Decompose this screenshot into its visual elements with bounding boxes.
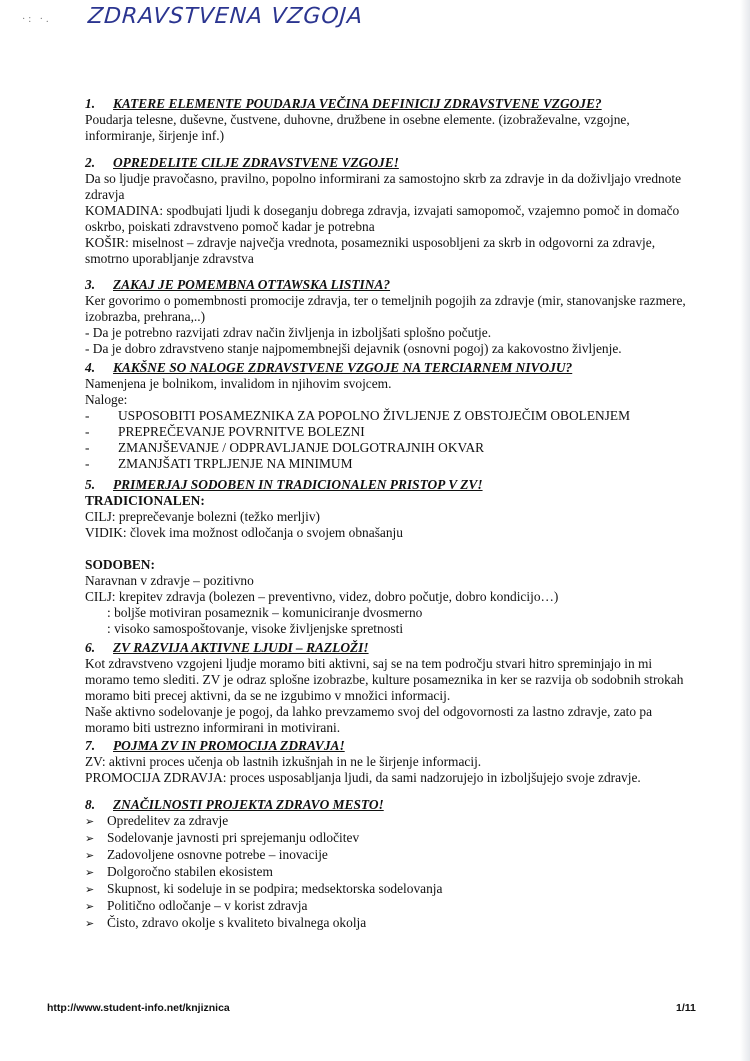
line-text: - Da je dobro zdravstveno stanje najpomembnejši dejavnik (osnovni pogoj) za kakovostno življenje. — [85, 341, 622, 356]
list-item — [85, 440, 685, 456]
paragraph-line — [85, 171, 685, 187]
line-text: Namenjena je bolnikom, invalidom in njihovim svojcem. — [85, 376, 392, 391]
section-title: ZV RAZVIJA AKTIVNE LJUDI – RAZLOŽI! — [113, 640, 369, 655]
line-text: zdravja — [85, 187, 125, 202]
page-number: 1/11 — [676, 1002, 696, 1014]
section-4 — [85, 360, 685, 472]
line-text: Da so ljudje pravočasno, pravilno, popolno informirani za samostojno skrb za zdravje in da doživljajo vrednote — [85, 171, 682, 186]
paragraph-line — [85, 573, 685, 589]
section-heading — [85, 477, 685, 493]
section-number: 4. — [85, 360, 96, 375]
paragraph-line — [85, 754, 685, 770]
paragraph-line — [85, 704, 685, 720]
paragraph-line — [85, 325, 685, 341]
section-title: PRIMERJAJ SODOBEN IN TRADICIONALEN PRISTOP V ZV! — [113, 477, 483, 492]
list-item — [85, 881, 685, 898]
paragraph-line — [85, 203, 685, 219]
paragraph-line — [85, 525, 685, 541]
paragraph-line — [85, 621, 685, 637]
line-text: KOŠIR: miselnost – zdravje največja vrednota, posamezniki usposobljeni za skrb in odgovorni za zdravje, — [85, 235, 656, 250]
list-item-text: Opredelitev za zdravje — [107, 813, 229, 828]
line-text: : boljše motiviran posameznik – komuniciranje dvosmerno — [107, 605, 423, 620]
section-heading — [85, 96, 685, 112]
section-number: 5. — [85, 477, 96, 492]
line-text: : visoko samospoštovanje, visoke življenjske spretnosti — [107, 621, 404, 636]
list-item — [85, 898, 685, 915]
paragraph-line — [85, 309, 685, 325]
arrow-bullet-icon: ➢ — [85, 816, 95, 828]
section-heading — [85, 277, 685, 293]
list-item-text: ZMANJŠATI TRPLJENJE NA MINIMUM — [118, 456, 353, 471]
section-title: ZAKAJ JE POMEMBNA OTTAWSKA LISTINA? — [113, 277, 391, 292]
section-number: 8. — [85, 797, 96, 812]
list-item — [85, 456, 685, 472]
paragraph-line — [85, 341, 685, 357]
paragraph-line — [85, 392, 685, 408]
line-text: oskrbo, poiskati zdravstveno pomoč kadar je potrebna — [85, 219, 375, 234]
subheading — [85, 557, 685, 573]
line-text: TRADICIONALEN: — [85, 493, 205, 508]
line-text: Poudarja telesne, duševne, čustvene, duhovne, družbene in osebne elemente. (izobraževalne, vzgojne, — [85, 112, 630, 127]
list-item-text: Dolgoročno stabilen ekosistem — [107, 864, 273, 879]
list-item-text: PREPREČEVANJE POVRNITVE BOLEZNI — [118, 424, 365, 439]
section-8 — [85, 797, 685, 932]
section-title: KAKŠNE SO NALOGE ZDRAVSTVENE VZGOJE NA TERCIARNEM NIVOJU? — [113, 360, 573, 375]
paragraph-line — [85, 688, 685, 704]
section-title: OPREDELITE CILJE ZDRAVSTVENE VZGOJE! — [113, 155, 399, 170]
line-text: moramo biti ustrezno informirani in motivirani. — [85, 720, 341, 735]
section-1 — [85, 96, 685, 144]
section-number: 7. — [85, 738, 96, 753]
paragraph-line — [85, 235, 685, 251]
section-heading — [85, 738, 685, 754]
paragraph-line — [85, 251, 685, 267]
list-item — [85, 408, 685, 424]
paragraph-line — [85, 376, 685, 392]
list-item-text: Sodelovanje javnosti pri sprejemanju odločitev — [107, 830, 360, 845]
line-text: - Da je potrebno razvijati zdrav način življenja in izboljšati splošno počutje. — [85, 325, 492, 340]
paragraph-line — [85, 128, 685, 144]
line-text: SODOBEN: — [85, 557, 155, 572]
paragraph-line — [85, 219, 685, 235]
section-heading — [85, 797, 685, 813]
paragraph-line — [85, 293, 685, 309]
section-6 — [85, 640, 685, 736]
arrow-bullet-icon: ➢ — [85, 867, 95, 879]
line-text: moramo biti precej aktivni, da se ne izgubimo v množici informacij. — [85, 688, 451, 703]
line-text: Naravnan v zdravje – pozitivno — [85, 573, 254, 588]
section-title: ZNAČILNOSTI PROJEKTA ZDRAVO MESTO! — [113, 797, 384, 812]
paragraph-line — [85, 770, 685, 786]
line-text: Ker govorimo o pomembnosti promocije zdravja, ter o temeljnih pogojih za zdravje (mir, stanovanjske razmere, — [85, 293, 686, 308]
dash-marker: - — [85, 424, 90, 439]
list-item — [85, 864, 685, 881]
line-text: informiranje, širjenje inf.) — [85, 128, 225, 143]
paragraph-line — [85, 509, 685, 525]
section-heading — [85, 640, 685, 656]
scan-edge-shadow — [740, 0, 750, 1061]
list-item — [85, 915, 685, 932]
list-item — [85, 830, 685, 847]
paragraph-line — [85, 605, 685, 621]
dash-marker: - — [85, 456, 90, 471]
line-text: CILJ: preprečevanje bolezni (težko merljiv) — [85, 509, 320, 524]
list-item-text: Zadovoljene osnovne potrebe – inovacije — [107, 847, 328, 862]
paragraph-line — [85, 112, 685, 128]
section-heading — [85, 360, 685, 376]
section-3 — [85, 277, 685, 357]
subheading — [85, 493, 685, 509]
arrow-bullet-icon: ➢ — [85, 850, 95, 862]
section-title: POJMA ZV IN PROMOCIJA ZDRAVJA! — [113, 738, 345, 753]
line-text: VIDIK: človek ima možnost odločanja o svojem obnašanju — [85, 525, 403, 540]
section-5 — [85, 477, 685, 637]
line-text: Kot zdravstveno vzgojeni ljudje moramo biti aktivni, saj se na tem področju stvari hitro spreminjajo in mi — [85, 656, 653, 671]
section-2 — [85, 155, 685, 267]
handwritten-title: ZDRAVSTVENA VZGOJA — [87, 4, 365, 29]
section-number: 3. — [85, 277, 96, 292]
list-item-text: Politično odločanje – v korist zdravja — [107, 898, 308, 913]
list-item-text: Skupnost, ki sodeluje in se podpira; medsektorska sodelovanja — [107, 881, 443, 896]
scan-specks: ·: ·. — [22, 14, 52, 25]
paragraph-line — [85, 656, 685, 672]
list-item-text: Čisto, zdravo okolje s kvaliteto bivalnega okolja — [107, 915, 367, 930]
list-item — [85, 813, 685, 830]
arrow-bullet-icon: ➢ — [85, 918, 95, 930]
section-7 — [85, 738, 685, 786]
arrow-bullet-icon: ➢ — [85, 901, 95, 913]
paragraph-line — [85, 589, 685, 605]
line-text: Naše aktivno sodelovanje je pogoj, da lahko prevzamemo svoj del odgovornosti za lastno zdravje, zato pa — [85, 704, 653, 719]
paragraph-line — [85, 672, 685, 688]
dash-marker: - — [85, 440, 90, 455]
list-item-text: ZMANJŠEVANJE / ODPRAVLJANJE DOLGOTRAJNIH OKVAR — [118, 440, 485, 455]
section-heading — [85, 155, 685, 171]
line-text: smotrno uporabljanje zdravstva — [85, 251, 254, 266]
arrow-bullet-icon: ➢ — [85, 833, 95, 845]
line-text: Naloge: — [85, 392, 128, 407]
section-number: 2. — [85, 155, 96, 170]
line-text: CILJ: krepitev zdravja (bolezen – preventivno, videz, dobro počutje, dobro kondicijo…) — [85, 589, 559, 604]
section-title: KATERE ELEMENTE POUDARJA VEČINA DEFINICIJ ZDRAVSTVENE VZGOJE? — [113, 96, 602, 111]
section-number: 6. — [85, 640, 96, 655]
paragraph-line — [85, 720, 685, 736]
list-item-text: USPOSOBITI POSAMEZNIKA ZA POPOLNO ŽIVLJENJE Z OBSTOJEČIM OBOLENJEM — [118, 408, 630, 423]
section-number: 1. — [85, 96, 96, 111]
line-text: moramo temo slediti. ZV je odraz splošne izobrazbe, kulture posameznika in ker se razvija ob sodobnih strokah — [85, 672, 684, 687]
line-text: izobrazba, prehrana,..) — [85, 309, 206, 324]
line-text: KOMADINA: spodbujati ljudi k doseganju dobrega zdravja, izvajati samopomoč, vzajemno pomoč in domačo — [85, 203, 680, 218]
line-text: PROMOCIJA ZDRAVJA: proces usposabljanja ljudi, da sami nadzorujejo in izboljšujejo svoje zdravje. — [85, 770, 641, 785]
list-item — [85, 847, 685, 864]
arrow-bullet-icon: ➢ — [85, 884, 95, 896]
paragraph-line — [85, 187, 685, 203]
dash-marker: - — [85, 408, 90, 423]
line-text: ZV: aktivni proces učenja ob lastnih izkušnjah in ne le širjenje informacij. — [85, 754, 482, 769]
list-item — [85, 424, 685, 440]
footer-url[interactable]: http://www.student-info.net/knjiznica — [47, 1002, 230, 1014]
blank-line — [85, 541, 685, 557]
